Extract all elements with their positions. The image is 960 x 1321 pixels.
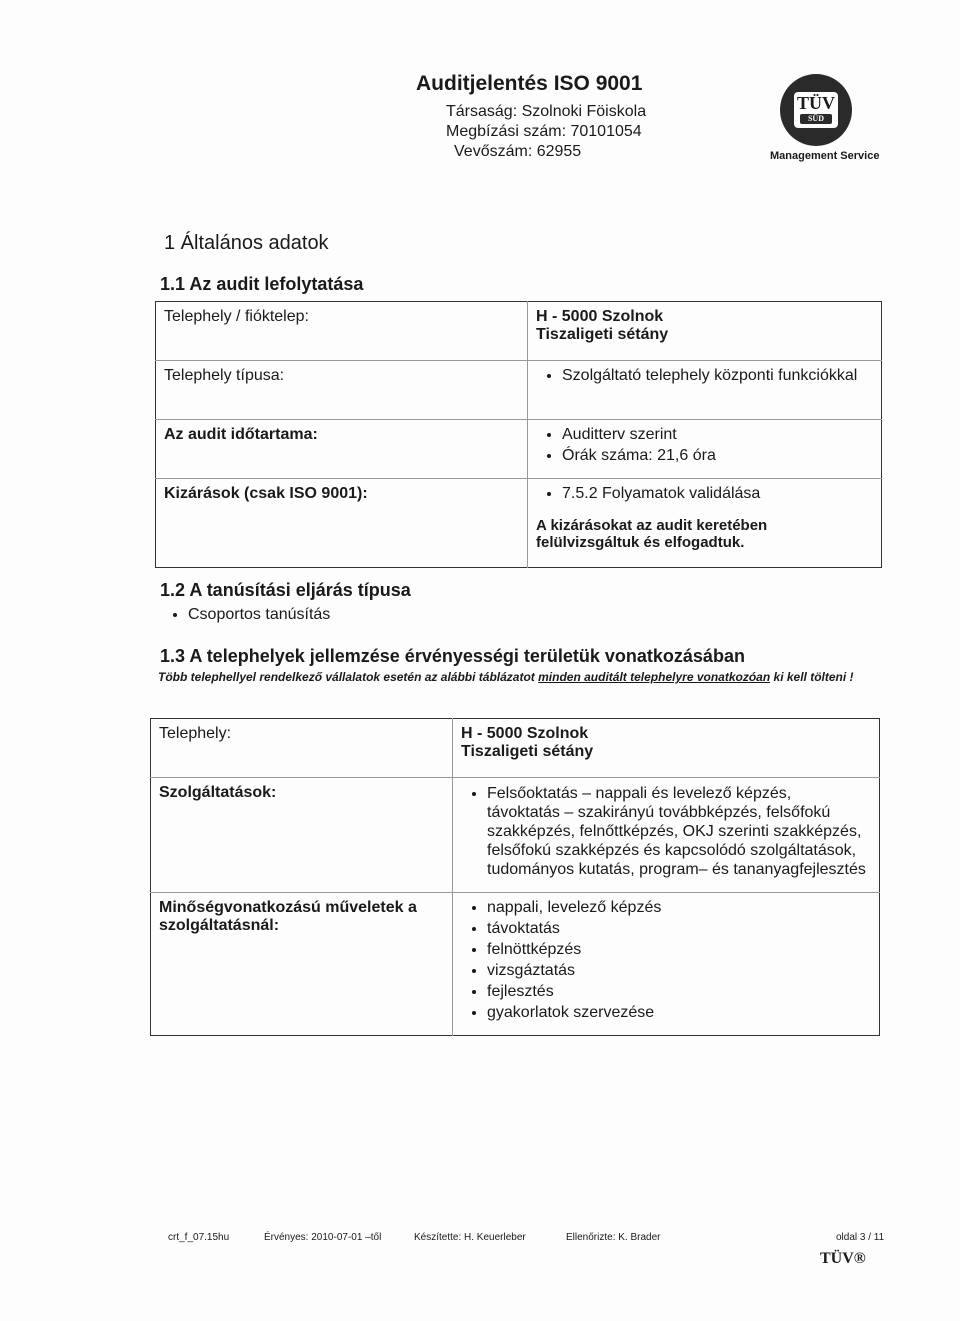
list-item: • Órák száma: 21,6 óra — [562, 447, 873, 465]
site-address — [453, 719, 880, 778]
note-underlined: minden auditált telephelyre vonatkozóan — [538, 670, 771, 684]
logo-sub: SÜD — [800, 114, 832, 124]
note-text: Több telephellyel rendelkező vállalatok esetén az alábbi táblázatot — [158, 670, 535, 684]
site-type — [528, 361, 882, 420]
list-item: • nappali, levelező képzés — [487, 899, 871, 917]
valid-from: Érvényes: 2010-07-01 –től — [264, 1232, 382, 1243]
audit-duration — [528, 420, 882, 479]
list-item: • gyakorlatok szervezése — [487, 1004, 871, 1022]
table-row — [156, 302, 882, 361]
table-row — [151, 893, 880, 1036]
list-item: • vizsgáztatás — [487, 962, 871, 980]
exclusion-note: A kizárásokat az audit keretében felülvizsgáltuk és elfogadtuk. — [536, 517, 768, 551]
list-item: • 7.5.2 Folyamatok validálása — [562, 485, 873, 503]
row-label: Telephely / fióktelep: — [164, 308, 309, 325]
row-label: Telephely típusa: — [156, 361, 528, 420]
table-row — [156, 479, 882, 568]
site-characterization-table — [150, 718, 880, 1036]
list-item: • felnöttképzés — [487, 941, 871, 959]
address-line-2: Tiszaligeti sétány — [461, 743, 594, 760]
doc-code: crt_f_07.15hu — [168, 1232, 230, 1243]
tuv-seal-icon — [780, 74, 852, 146]
checked-by: Ellenőrizte: K. Brader — [566, 1232, 661, 1243]
row-label: Szolgáltatások: — [151, 778, 453, 893]
list-item: • Felsőoktatás – nappali és levelező képzés, távoktatás – szakirányú továbbképzés, felsőfokú szakképzés, felnőttképzés, OKJ szerinti szakképzés, felsőfokú szakképzés és kapcsolódó szolgáltatások, tudományos kutatás, program– és tananyagfejlesztés — [487, 784, 867, 879]
quality-operations — [453, 893, 880, 1036]
tuv-mark: TÜV® — [820, 1250, 866, 1267]
table-row — [151, 778, 880, 893]
logo-text: TÜV — [796, 93, 835, 113]
certification-type-list — [162, 606, 330, 627]
page-number: oldal 3 / 11 — [836, 1232, 885, 1243]
prepared-by: Készítette: H. Keuerleber — [414, 1232, 526, 1243]
section-title: 1 Általános adatok — [164, 232, 329, 254]
list-item: • Csoportos tanúsítás — [188, 606, 330, 624]
subsection-1-3-title: 1.3 A telephelyek jellemzése érvényességi területük vonatkozásában — [160, 646, 745, 666]
subsection-1-2-title: 1.2 A tanúsítási eljárás típusa — [160, 580, 411, 600]
multi-site-note — [158, 670, 858, 685]
tuv-logo — [770, 74, 880, 162]
company-line: Társaság: Szolnoki Föiskola — [446, 103, 647, 120]
table-row — [151, 719, 880, 778]
audit-info-table — [155, 301, 882, 568]
table-row — [156, 361, 882, 420]
site-address — [528, 302, 882, 361]
subsection-1-1-title: 1.1 Az audit lefolytatása — [160, 274, 364, 294]
exclusions — [528, 479, 882, 568]
list-item: • Szolgáltató telephely központi funkciókkal — [562, 367, 873, 385]
table-row — [156, 420, 882, 479]
note-text-end: ki kell tölteni ! — [773, 670, 854, 684]
address-line-1: H - 5000 Szolnok — [536, 308, 664, 325]
list-item: • Auditterv szerint — [562, 426, 873, 444]
services — [453, 778, 880, 893]
customer-number: Vevőszám: 62955 — [454, 143, 582, 160]
address-line-1: H - 5000 Szolnok — [461, 725, 589, 742]
list-item: • távoktatás — [487, 920, 871, 938]
row-label: Telephely: — [159, 725, 232, 742]
logo-caption: Management Service — [770, 150, 880, 162]
order-number: Megbízási szám: 70101054 — [446, 123, 642, 140]
row-label: Az audit időtartama: — [156, 420, 528, 479]
row-label: Kizárások (csak ISO 9001): — [156, 479, 528, 568]
report-title: Auditjelentés ISO 9001 — [416, 72, 643, 95]
address-line-2: Tiszaligeti sétány — [536, 326, 669, 343]
list-item: • fejlesztés — [487, 983, 871, 1001]
row-label: Minőségvonatkozású műveletek a szolgáltatásnál: — [151, 893, 453, 1036]
